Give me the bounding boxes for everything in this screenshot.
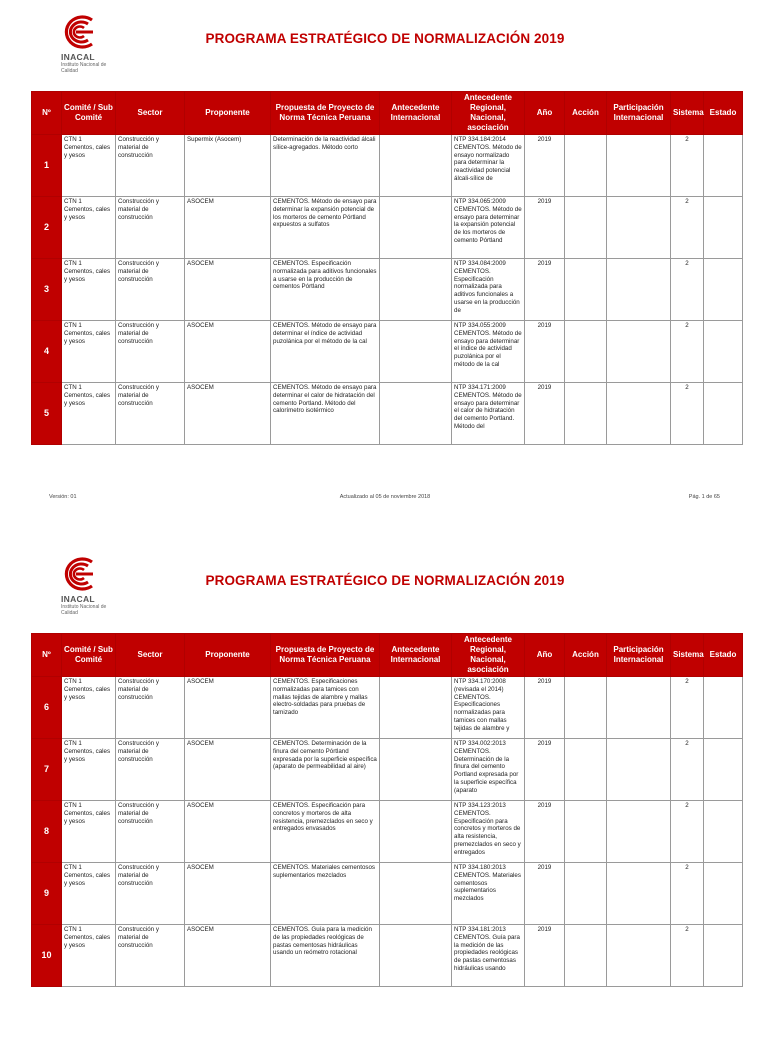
regional-antecedent-cell-text: NTP 334.170:2008 (revisada el 2014) CEMENTOS. Especificaciones normalizadas para tamices con mallas tejidas de alambre y — [454, 678, 510, 732]
sector-cell — [116, 383, 185, 445]
committee-cell — [62, 801, 116, 863]
col-regional-antecedent-header: Antecedente Regional, Nacional, asociación — [452, 92, 525, 135]
intl-antecedent-cell — [380, 321, 452, 383]
proponent-cell — [185, 801, 271, 863]
committee-cell — [62, 863, 116, 925]
table-row — [32, 677, 743, 739]
row-number: 2 — [32, 197, 62, 259]
system-cell-text: 2 — [685, 802, 689, 809]
proponent-cell — [185, 863, 271, 925]
table-row — [32, 259, 743, 321]
proposal-cell-text: CEMENTOS. Método de ensayo para determinar el índice de actividad puzolánica por el método de la cal — [273, 322, 377, 345]
sector-cell-text: Construcción y material de construcción — [118, 740, 159, 763]
year-cell — [525, 383, 565, 445]
action-cell — [565, 259, 607, 321]
proposal-cell-text: CEMENTOS. Materiales cementosos suplementarios mezclados — [273, 864, 376, 879]
col-year-header: Año — [525, 92, 565, 135]
status-cell — [704, 677, 743, 739]
committee-cell-text: CTN 1 Cementos, cales y yesos — [64, 198, 111, 221]
system-cell-text: 2 — [685, 678, 689, 685]
intl-antecedent-cell — [380, 383, 452, 445]
sector-cell-text: Construcción y material de construcción — [118, 864, 159, 887]
proposal-cell-text: CEMENTOS. Especificación normalizada para aditivos funcionales a usarse en la producción de cementos Pórtland — [273, 260, 377, 291]
regional-antecedent-cell — [452, 135, 525, 197]
status-cell — [704, 739, 743, 801]
inacal-logo — [58, 556, 128, 620]
system-cell-text: 2 — [685, 322, 689, 329]
col-proposal-header: Propuesta de Proyecto de Norma Técnica Peruana — [271, 92, 380, 135]
inacal-logo-icon — [58, 556, 98, 592]
regional-antecedent-cell — [452, 801, 525, 863]
col-committee-header: Comité / Sub Comité — [62, 92, 116, 135]
year-cell-text: 2019 — [537, 384, 552, 391]
proposal-cell — [271, 677, 380, 739]
footer-page-number: Pág. 1 de 65 — [688, 494, 720, 500]
intl-participation-cell — [607, 383, 671, 445]
proponent-cell-text: ASOCEM — [187, 740, 214, 747]
intl-antecedent-cell — [380, 259, 452, 321]
proposal-cell-text: CEMENTOS. Especificaciones normalizadas para tamices con mallas tejidas de alambre y mallas electro-soldadas para pruebas de tamizado — [273, 678, 368, 717]
system-cell — [671, 925, 704, 987]
committee-cell — [62, 677, 116, 739]
intl-antecedent-cell — [380, 801, 452, 863]
table-row — [32, 135, 743, 197]
proponent-cell-text: ASOCEM — [187, 260, 214, 267]
proponent-cell — [185, 197, 271, 259]
proposal-cell — [271, 259, 380, 321]
year-cell — [525, 677, 565, 739]
proponent-cell — [185, 383, 271, 445]
standards-table — [31, 91, 743, 445]
committee-cell — [62, 197, 116, 259]
regional-antecedent-cell-text: NTP 334.171:2009 CEMENTOS. Método de ensayo para determinar el calor de hidratación del cemento Portland. Método del — [454, 384, 522, 430]
regional-antecedent-cell — [452, 383, 525, 445]
action-cell — [565, 739, 607, 801]
regional-antecedent-cell — [452, 677, 525, 739]
committee-cell — [62, 739, 116, 801]
page-title: PROGRAMA ESTRATÉGICO DE NORMALIZACIÓN 2019 — [205, 31, 565, 46]
row-number: 5 — [32, 383, 62, 445]
proponent-cell-text: Supermix (Asocem) — [187, 136, 242, 143]
proposal-cell — [271, 383, 380, 445]
col-committee-header: Comité / Sub Comité — [62, 634, 116, 677]
regional-antecedent-cell-text: NTP 334.184:2014 CEMENTOS. Método de ensayo normalizado para determinar la reactividad potencial álcali-sílice de — [454, 136, 522, 182]
proponent-cell-text: ASOCEM — [187, 926, 214, 933]
proponent-cell — [185, 259, 271, 321]
proponent-cell — [185, 739, 271, 801]
row-number: 9 — [32, 863, 62, 925]
sector-cell-text: Construcción y material de construcción — [118, 322, 159, 345]
regional-antecedent-cell-text: NTP 334.055:2009 CEMENTOS. Método de ensayo para determinar el índice de actividad puzolánica por el método de la cal — [454, 322, 522, 368]
intl-antecedent-cell — [380, 925, 452, 987]
regional-antecedent-cell-text: NTP 334.065:2009 CEMENTOS. Método de ensayo para determinar la expansión potencial de los morteros de cemento Pórtland — [454, 198, 522, 244]
status-cell — [704, 925, 743, 987]
status-cell — [704, 259, 743, 321]
sector-cell — [116, 677, 185, 739]
proposal-cell — [271, 739, 380, 801]
regional-antecedent-cell — [452, 739, 525, 801]
regional-antecedent-cell — [452, 259, 525, 321]
sector-cell-text: Construcción y material de construcción — [118, 678, 159, 701]
status-cell — [704, 863, 743, 925]
regional-antecedent-cell — [452, 197, 525, 259]
col-proponent-header: Proponente — [185, 634, 271, 677]
row-number: 8 — [32, 801, 62, 863]
system-cell — [671, 677, 704, 739]
table-row — [32, 739, 743, 801]
year-cell — [525, 135, 565, 197]
regional-antecedent-cell-text: NTP 334.002:2013 CEMENTOS. Determinación de la finura del cemento Portland expresada por la superficie específica (aparato — [454, 740, 519, 794]
system-cell-text: 2 — [685, 864, 689, 871]
year-cell — [525, 739, 565, 801]
inacal-logo-icon — [58, 14, 98, 50]
year-cell-text: 2019 — [537, 322, 552, 329]
regional-antecedent-cell — [452, 925, 525, 987]
page-title: PROGRAMA ESTRATÉGICO DE NORMALIZACIÓN 2019 — [205, 573, 565, 588]
row-number: 4 — [32, 321, 62, 383]
system-cell — [671, 321, 704, 383]
proposal-cell-text: Determinación de la reactividad álcali sílice-agregados. Método corto — [273, 136, 376, 151]
year-cell-text: 2019 — [537, 198, 552, 205]
committee-cell — [62, 925, 116, 987]
committee-cell-text: CTN 1 Cementos, cales y yesos — [64, 802, 111, 825]
proposal-cell-text: CEMENTOS. Especificación para concretos y morteros de alta resistencia, premezclados en seco y entregados envasados — [273, 802, 373, 833]
logo-subtitle: Instituto Nacional de Calidad — [61, 62, 107, 74]
sector-cell — [116, 197, 185, 259]
intl-antecedent-cell — [380, 863, 452, 925]
status-cell — [704, 197, 743, 259]
intl-antecedent-cell — [380, 739, 452, 801]
committee-cell-text: CTN 1 Cementos, cales y yesos — [64, 136, 111, 159]
col-sector-header: Sector — [116, 92, 185, 135]
intl-participation-cell — [607, 739, 671, 801]
row-number: 6 — [32, 677, 62, 739]
intl-participation-cell — [607, 321, 671, 383]
logo-name: INACAL — [61, 52, 95, 62]
status-cell — [704, 321, 743, 383]
year-cell — [525, 925, 565, 987]
proponent-cell — [185, 925, 271, 987]
col-year-header: Año — [525, 634, 565, 677]
footer-updated: Actualizado al 05 de noviembre 2018 — [339, 494, 431, 500]
action-cell — [565, 321, 607, 383]
table-row — [32, 801, 743, 863]
table-row — [32, 925, 743, 987]
committee-cell — [62, 321, 116, 383]
proponent-cell — [185, 321, 271, 383]
regional-antecedent-cell-text: NTP 334.123:2013 CEMENTOS. Especificación para concretos y morteros de alta resistencia, premezclados en seco y entregados — [454, 802, 521, 856]
action-cell — [565, 135, 607, 197]
proposal-cell — [271, 801, 380, 863]
system-cell — [671, 801, 704, 863]
table-row — [32, 197, 743, 259]
sector-cell-text: Construcción y material de construcción — [118, 198, 159, 221]
sector-cell — [116, 925, 185, 987]
col-regional-antecedent-header: Antecedente Regional, Nacional, asociación — [452, 634, 525, 677]
row-number: 1 — [32, 135, 62, 197]
col-status-header: Estado — [704, 92, 743, 135]
year-cell — [525, 259, 565, 321]
status-cell — [704, 383, 743, 445]
proposal-cell-text: CEMENTOS. Determinación de la finura del cemento Pórtland expresada por la superficie específica (aparato de permeabilidad al aire) — [273, 740, 377, 771]
sector-cell-text: Construcción y material de construcción — [118, 260, 159, 283]
document-page-2 — [0, 542, 768, 1048]
regional-antecedent-cell-text: NTP 334.181:2013 CEMENTOS. Guía para la medición de las propiedades reológicas de pastas cementosas hidráulicas usando — [454, 926, 520, 972]
committee-cell-text: CTN 1 Cementos, cales y yesos — [64, 384, 111, 407]
action-cell — [565, 925, 607, 987]
year-cell — [525, 801, 565, 863]
system-cell-text: 2 — [685, 384, 689, 391]
logo-name: INACAL — [61, 594, 95, 604]
sector-cell — [116, 259, 185, 321]
system-cell — [671, 259, 704, 321]
col-system-header: Sistema — [671, 634, 704, 677]
system-cell-text: 2 — [685, 926, 689, 933]
standards-table — [31, 633, 743, 987]
intl-participation-cell — [607, 677, 671, 739]
intl-participation-cell — [607, 197, 671, 259]
col-action-header: Acción — [565, 634, 607, 677]
logo-subtitle: Instituto Nacional de Calidad — [61, 604, 107, 616]
sector-cell-text: Construcción y material de construcción — [118, 136, 159, 159]
row-number: 3 — [32, 259, 62, 321]
row-number: 7 — [32, 739, 62, 801]
proponent-cell-text: ASOCEM — [187, 198, 214, 205]
regional-antecedent-cell — [452, 321, 525, 383]
committee-cell-text: CTN 1 Cementos, cales y yesos — [64, 678, 111, 701]
system-cell — [671, 739, 704, 801]
proponent-cell-text: ASOCEM — [187, 384, 214, 391]
proposal-cell — [271, 135, 380, 197]
sector-cell-text: Construcción y material de construcción — [118, 384, 159, 407]
document-page-1 — [0, 0, 768, 506]
sector-cell-text: Construcción y material de construcción — [118, 802, 159, 825]
system-cell-text: 2 — [685, 740, 689, 747]
committee-cell — [62, 135, 116, 197]
col-number-header: Nº — [32, 92, 62, 135]
table-header-row — [32, 92, 743, 135]
system-cell-text: 2 — [685, 136, 689, 143]
system-cell — [671, 197, 704, 259]
action-cell — [565, 197, 607, 259]
year-cell — [525, 863, 565, 925]
footer-version: Versión: 01 — [49, 494, 77, 500]
proposal-cell-text: CEMENTOS. Método de ensayo para determinar la expansión potencial de los morteros de cemento Pórtland expuestos a sulfatos — [273, 198, 377, 229]
year-cell — [525, 321, 565, 383]
proponent-cell-text: ASOCEM — [187, 322, 214, 329]
committee-cell-text: CTN 1 Cementos, cales y yesos — [64, 322, 111, 345]
col-intl-antecedent-header: Antecedente Internacional — [380, 634, 452, 677]
proponent-cell-text: ASOCEM — [187, 678, 214, 685]
col-system-header: Sistema — [671, 92, 704, 135]
proponent-cell-text: ASOCEM — [187, 802, 214, 809]
proposal-cell-text: CEMENTOS. Método de ensayo para determinar el calor de hidratación del cemento Portland. Método del calorímetro isotérmico — [273, 384, 377, 415]
year-cell-text: 2019 — [537, 802, 552, 809]
col-intl-participation-header: Participación Internacional — [607, 634, 671, 677]
proposal-cell — [271, 863, 380, 925]
proposal-cell — [271, 925, 380, 987]
year-cell-text: 2019 — [537, 926, 552, 933]
year-cell — [525, 197, 565, 259]
sector-cell — [116, 801, 185, 863]
sector-cell — [116, 135, 185, 197]
intl-participation-cell — [607, 925, 671, 987]
year-cell-text: 2019 — [537, 136, 552, 143]
status-cell — [704, 801, 743, 863]
system-cell — [671, 135, 704, 197]
proponent-cell — [185, 135, 271, 197]
proponent-cell — [185, 677, 271, 739]
col-number-header: Nº — [32, 634, 62, 677]
col-proposal-header: Propuesta de Proyecto de Norma Técnica Peruana — [271, 634, 380, 677]
system-cell-text: 2 — [685, 260, 689, 267]
sector-cell — [116, 739, 185, 801]
intl-participation-cell — [607, 135, 671, 197]
system-cell — [671, 383, 704, 445]
year-cell-text: 2019 — [537, 864, 552, 871]
status-cell — [704, 135, 743, 197]
regional-antecedent-cell-text: NTP 334.084:2009 CEMENTOS. Especificación normalizada para aditivos funcionales a usarse en la producción de — [454, 260, 520, 314]
intl-participation-cell — [607, 259, 671, 321]
col-action-header: Acción — [565, 92, 607, 135]
proposal-cell-text: CEMENTOS. Guía para la medición de las propiedades reológicas de pastas cementosas hidráulicas usando un reómetro rotacional — [273, 926, 372, 957]
row-number: 10 — [32, 925, 62, 987]
proponent-cell-text: ASOCEM — [187, 864, 214, 871]
committee-cell-text: CTN 1 Cementos, cales y yesos — [64, 740, 111, 763]
year-cell-text: 2019 — [537, 260, 552, 267]
regional-antecedent-cell-text: NTP 334.180:2013 CEMENTOS. Materiales cementosos suplementarios mezclados — [454, 864, 521, 903]
col-status-header: Estado — [704, 634, 743, 677]
sector-cell — [116, 321, 185, 383]
committee-cell — [62, 259, 116, 321]
table-row — [32, 383, 743, 445]
committee-cell-text: CTN 1 Cementos, cales y yesos — [64, 926, 111, 949]
table-row — [32, 863, 743, 925]
inacal-logo — [58, 14, 128, 78]
system-cell — [671, 863, 704, 925]
intl-antecedent-cell — [380, 197, 452, 259]
intl-participation-cell — [607, 863, 671, 925]
committee-cell-text: CTN 1 Cementos, cales y yesos — [64, 864, 111, 887]
intl-antecedent-cell — [380, 677, 452, 739]
intl-antecedent-cell — [380, 135, 452, 197]
sector-cell-text: Construcción y material de construcción — [118, 926, 159, 949]
action-cell — [565, 677, 607, 739]
year-cell-text: 2019 — [537, 740, 552, 747]
proposal-cell — [271, 197, 380, 259]
action-cell — [565, 863, 607, 925]
table-row — [32, 321, 743, 383]
col-proponent-header: Proponente — [185, 92, 271, 135]
proposal-cell — [271, 321, 380, 383]
sector-cell — [116, 863, 185, 925]
table-header-row — [32, 634, 743, 677]
committee-cell-text: CTN 1 Cementos, cales y yesos — [64, 260, 111, 283]
system-cell-text: 2 — [685, 198, 689, 205]
regional-antecedent-cell — [452, 863, 525, 925]
action-cell — [565, 383, 607, 445]
committee-cell — [62, 383, 116, 445]
col-intl-antecedent-header: Antecedente Internacional — [380, 92, 452, 135]
intl-participation-cell — [607, 801, 671, 863]
action-cell — [565, 801, 607, 863]
col-sector-header: Sector — [116, 634, 185, 677]
year-cell-text: 2019 — [537, 678, 552, 685]
col-intl-participation-header: Participación Internacional — [607, 92, 671, 135]
